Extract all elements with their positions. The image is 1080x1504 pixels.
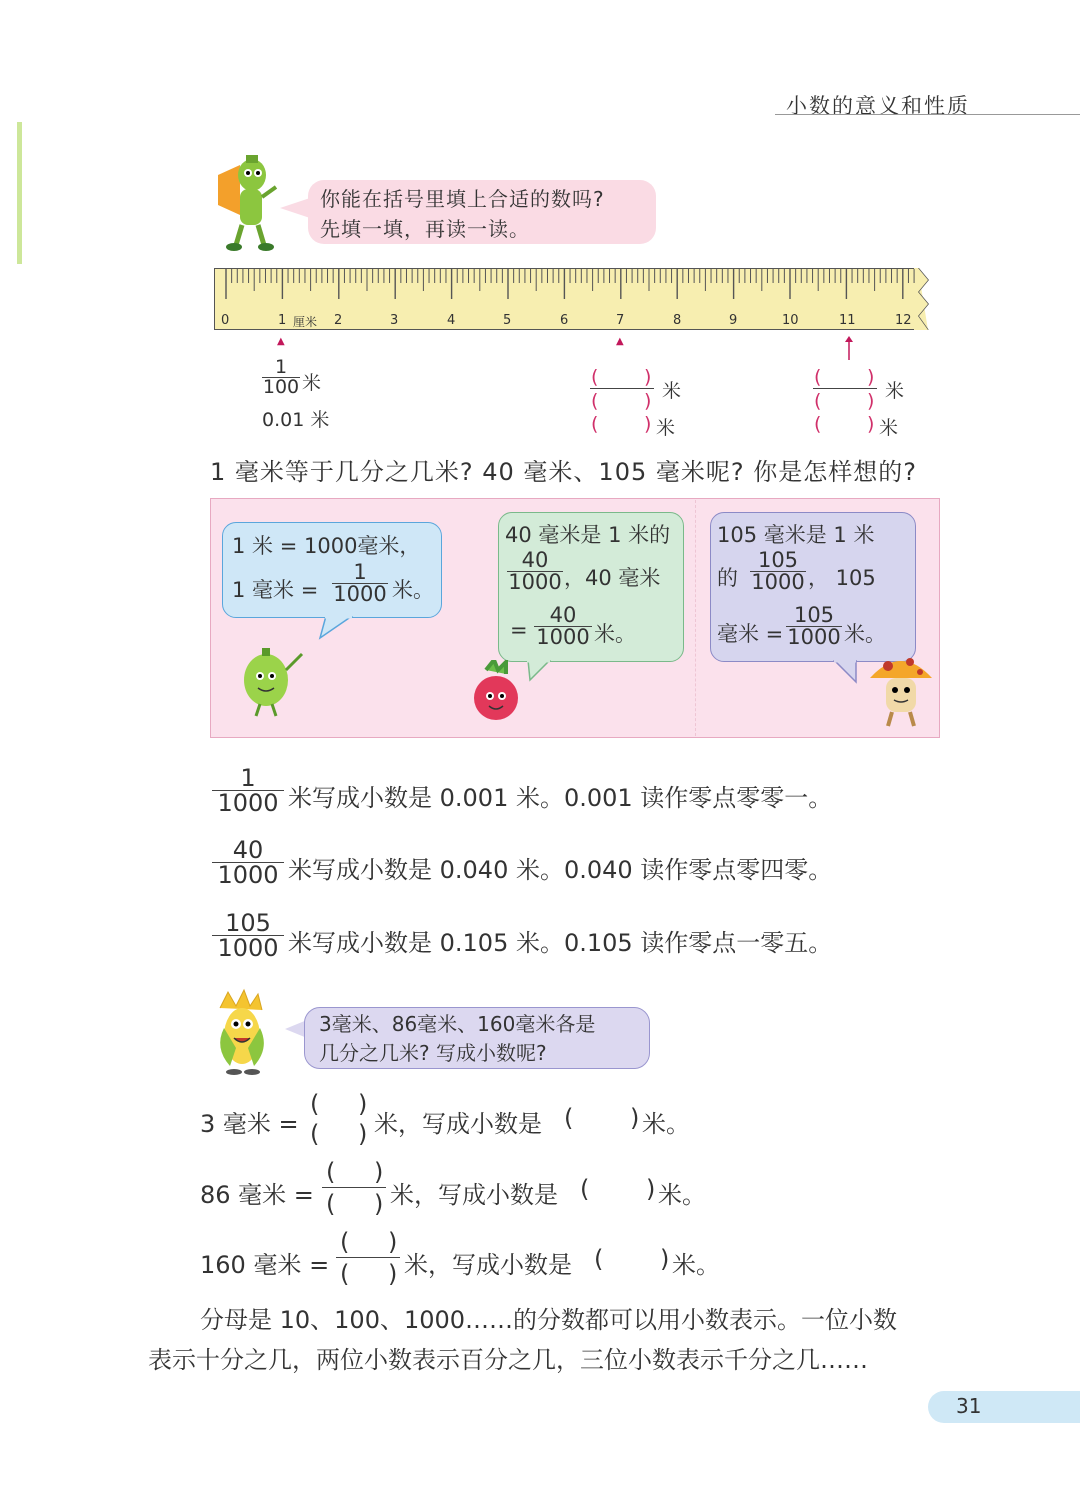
ruler-unit-label: 厘米 (293, 315, 318, 329)
fraction-numerator: 40 (549, 603, 577, 627)
arrow-up-icon (844, 336, 854, 360)
blank-paren-open: ( (591, 390, 599, 412)
blank-paren-close: ) (374, 1158, 384, 1186)
blank-unit: 米 (656, 417, 676, 439)
blank-paren-open: ( (594, 1245, 604, 1273)
green-eq: = (510, 618, 528, 642)
line2-fraction (212, 838, 284, 887)
fraction-numerator: 40 (232, 836, 264, 864)
blank-paren-open: ( (310, 1120, 320, 1148)
intro-bubble-tail (280, 198, 310, 218)
bubble-blue-tail (316, 616, 356, 640)
blank-paren-close: ) (646, 1175, 656, 1203)
blank-paren-close: ) (867, 366, 875, 388)
ruler-tick-0: 0 (221, 313, 230, 328)
ruler-tick-5: 5 (503, 313, 512, 328)
chapter-title: 小数的意义和性质 (786, 94, 970, 118)
purple-fraction-2 (786, 605, 842, 648)
blue-suffix: 米。 (392, 578, 434, 602)
exercise1-prefix: 3 毫米 = (200, 1110, 299, 1138)
ruler-tick-3: 3 (390, 313, 399, 328)
green-suffix: 米。 (594, 622, 636, 646)
fraction-denominator: 1000 (217, 934, 279, 962)
exercise1-suffix: 米，写成小数是 (374, 1110, 542, 1138)
blank-paren-open: ( (340, 1228, 350, 1256)
blank-paren-close: ) (374, 1190, 384, 1218)
green-fraction-2 (534, 605, 592, 648)
pepper-character-illustration (236, 640, 310, 720)
blank-paren-open: ( (564, 1104, 574, 1132)
blue-prefix: 1 毫米 = (232, 578, 319, 602)
intro-speech-bubble (308, 180, 656, 244)
ruler-tick-2: 2 (334, 313, 343, 328)
blue-line1: 1 米 = 1000毫米， (232, 534, 421, 558)
fraction-numerator: 40 (521, 548, 549, 572)
blank-paren-open: ( (814, 366, 822, 388)
blank-paren-close: ) (388, 1228, 398, 1256)
fraction-denominator: 1000 (217, 789, 279, 817)
blank-paren-open: ( (340, 1260, 350, 1288)
blank-paren-open: ( (310, 1090, 320, 1118)
line3-text: 米写成小数是 0.105 米。0.105 读作零点一零五。 (288, 929, 833, 957)
green-line1: 40 毫米是 1 米的 (505, 523, 671, 547)
blank-paren-close: ) (630, 1104, 640, 1132)
blank-paren-close: ) (388, 1260, 398, 1288)
blank-paren-close: ) (644, 390, 652, 412)
blank-paren-close: ) (644, 366, 652, 388)
summary-line1: 分母是 10、100、1000……的分数都可以用小数表示。一位小数 (200, 1306, 898, 1334)
blank-paren-close: ) (358, 1090, 368, 1118)
ruler-tick-12: 12 (895, 313, 912, 328)
mushroom-character-illustration (866, 644, 936, 732)
arrow-up-icon: ▲ (616, 336, 624, 347)
purple-suffix: 米。 (844, 622, 886, 646)
exercise2-end: 米。 (658, 1181, 706, 1209)
intro-bubble-line1: 你能在括号里填上合适的数吗? (320, 187, 605, 211)
exercise2-suffix: 米，写成小数是 (390, 1181, 558, 1209)
fraction-numerator: 1 (240, 764, 256, 792)
fraction-numerator: 105 (793, 603, 835, 627)
intro-bubble-line2: 先填一填，再读一读。 (320, 217, 530, 241)
fraction-denominator: 1000 (787, 625, 841, 649)
exercise3-prefix: 160 毫米 = (200, 1251, 330, 1279)
fraction-numerator: 105 (225, 909, 271, 937)
fraction-denominator: 1000 (508, 570, 562, 594)
blank-paren-open: ( (591, 413, 599, 435)
pencil-character-illustration (210, 145, 280, 255)
header-rule (775, 114, 1080, 115)
blank-fraction-bar (336, 1257, 400, 1258)
blank-unit: 米 (662, 380, 682, 402)
purple-line1: 105 毫米是 1 米 (717, 523, 875, 547)
bubble2-line1: 3毫米、86毫米、160毫米各是 (319, 1012, 596, 1036)
blank-paren-open: ( (326, 1190, 336, 1218)
exercise3-suffix: 米，写成小数是 (404, 1251, 572, 1279)
ruler-tick-4: 4 (447, 313, 456, 328)
blank-paren-close: ) (660, 1245, 670, 1273)
purple-mid: ， 105 (808, 566, 876, 590)
exercise1-end: 米。 (642, 1110, 690, 1138)
exercise3-end: 米。 (672, 1251, 720, 1279)
line3-fraction (212, 911, 284, 960)
green-fraction (507, 550, 563, 593)
blue-fraction (332, 562, 388, 605)
exercise2-prefix: 86 毫米 = (200, 1181, 314, 1209)
blank-paren-open: ( (591, 366, 599, 388)
fraction-numerator: 1 (353, 560, 367, 584)
fraction-denominator: 1000 (217, 861, 279, 889)
ruler-tick-marks (214, 269, 920, 313)
ruler-tick-6: 6 (560, 313, 569, 328)
side-accent-bar (17, 122, 22, 264)
line1-fraction (212, 766, 284, 815)
arrow-up-icon: ▲ (277, 336, 285, 347)
fraction-denominator: 1000 (751, 570, 805, 594)
ruler-tick-8: 8 (673, 313, 682, 328)
explanation-box-divider (695, 500, 696, 736)
blank-unit: 米 (885, 380, 905, 402)
blank-paren-open: ( (814, 390, 822, 412)
blank-paren-close: ) (358, 1120, 368, 1148)
ruler-tick-10: 10 (782, 313, 799, 328)
fraction-denominator: 1000 (333, 582, 387, 606)
purple-mm: 毫米 = (717, 622, 784, 646)
blank-paren-close: ) (867, 390, 875, 412)
blank-paren-open: ( (326, 1158, 336, 1186)
label-fraction-1-100 (262, 358, 300, 397)
fraction-numerator: 1 (274, 356, 288, 378)
label-unit: 米 (302, 372, 322, 394)
corn-character-illustration (206, 988, 282, 1078)
ruler-tick-1: 1 (278, 313, 287, 328)
line1-text: 米写成小数是 0.001 米。0.001 读作零点零零一。 (288, 784, 833, 812)
purple-fraction (750, 550, 806, 593)
line2-text: 米写成小数是 0.040 米。0.040 读作零点零四零。 (288, 856, 833, 884)
page-number-tab (928, 1391, 1080, 1423)
label-decimal-001: 0.01 米 (262, 409, 330, 431)
blank-fraction-bar (813, 388, 877, 389)
ruler-tick-9: 9 (729, 313, 738, 328)
fraction-numerator: 105 (757, 548, 799, 572)
blank-paren-close: ) (867, 413, 875, 435)
blank-unit: 米 (879, 417, 899, 439)
bubble2-line2: 几分之几米? 写成小数呢? (319, 1041, 547, 1065)
blank-paren-close: ) (644, 413, 652, 435)
bubble-purple-tail (832, 660, 862, 686)
blank-paren-open: ( (580, 1175, 590, 1203)
summary-line2: 表示十分之几，两位小数表示百分之几，三位小数表示千分之几…… (148, 1346, 868, 1374)
blank-fraction-bar (590, 388, 654, 389)
fraction-denominator: 100 (262, 376, 300, 398)
page-number: 31 (956, 1394, 982, 1418)
green-mid: ，40 毫米 (564, 566, 661, 590)
fraction-denominator: 1000 (536, 625, 590, 649)
radish-character-illustration (466, 660, 530, 730)
purple-de: 的 (717, 566, 738, 590)
blank-paren-open: ( (814, 413, 822, 435)
question-text: 1 毫米等于几分之几米? 40 毫米、105 毫米呢? 你是怎样想的? (210, 458, 917, 486)
question-speech-bubble (304, 1007, 650, 1069)
ruler-tick-7: 7 (616, 313, 625, 328)
blank-fraction-bar (322, 1187, 386, 1188)
ruler-tick-11: 11 (839, 313, 856, 328)
